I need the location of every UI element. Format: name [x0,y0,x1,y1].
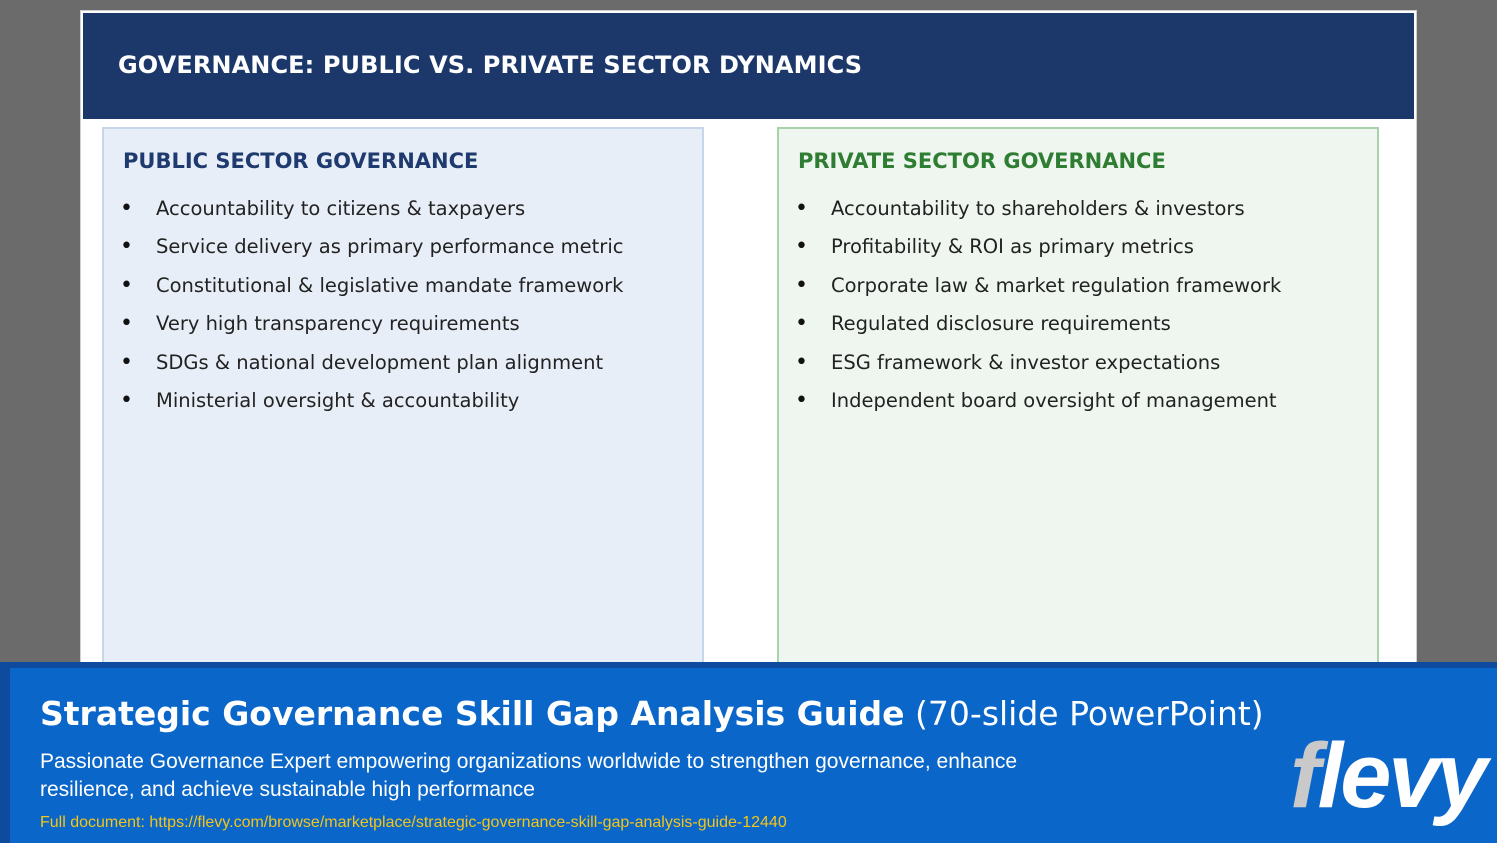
list-item: • Constitutional & legislative mandate framework [120,270,623,308]
list-item: • Ministerial oversight & accountability [120,385,623,423]
list-item: • Corporate law & market regulation framework [795,270,1281,308]
list-item: • SDGs & national development plan alignment [120,347,623,385]
document-title [40,694,1264,733]
document-title-suffix: (70-slide PowerPoint) [915,694,1264,733]
private-sector-list [795,193,1281,423]
flevy-logo-f: f [1290,725,1318,827]
public-sector-panel [102,127,704,687]
slide-title: GOVERNANCE: PUBLIC VS. PRIVATE SECTOR DYNAMICS [118,51,863,79]
full-document-link[interactable]: Full document: https://flevy.com/browse/marketplace/strategic-governance-skill-gap-analysis-guide-12440 [40,814,787,831]
list-item: • Accountability to shareholders & investors [795,193,1281,231]
list-item: • Accountability to citizens & taxpayers [120,193,623,231]
list-item: • Profitability & ROI as primary metrics [795,231,1281,269]
list-item: • Independent board oversight of management [795,385,1281,423]
flevy-logo-rest: levy [1317,725,1485,827]
list-item: • ESG framework & investor expectations [795,347,1281,385]
public-sector-heading: PUBLIC SECTOR GOVERNANCE [123,149,479,173]
private-sector-heading: PRIVATE SECTOR GOVERNANCE [798,149,1166,173]
flevy-logo[interactable] [1290,726,1485,826]
private-sector-panel [777,127,1379,687]
list-item: • Regulated disclosure requirements [795,308,1281,346]
footer-inner [10,668,1497,843]
document-description: Passionate Governance Expert empowering organizations worldwide to strengthen governance, enhance resilience, and achieve sustainable high performance [40,750,1018,801]
list-item: • Service delivery as primary performance metric [120,231,623,269]
document-title-main: Strategic Governance Skill Gap Analysis Guide [40,694,905,733]
slide [80,10,1417,670]
public-sector-list [120,193,623,423]
footer-banner [0,662,1497,843]
list-item: • Very high transparency requirements [120,308,623,346]
slide-header [83,13,1414,119]
